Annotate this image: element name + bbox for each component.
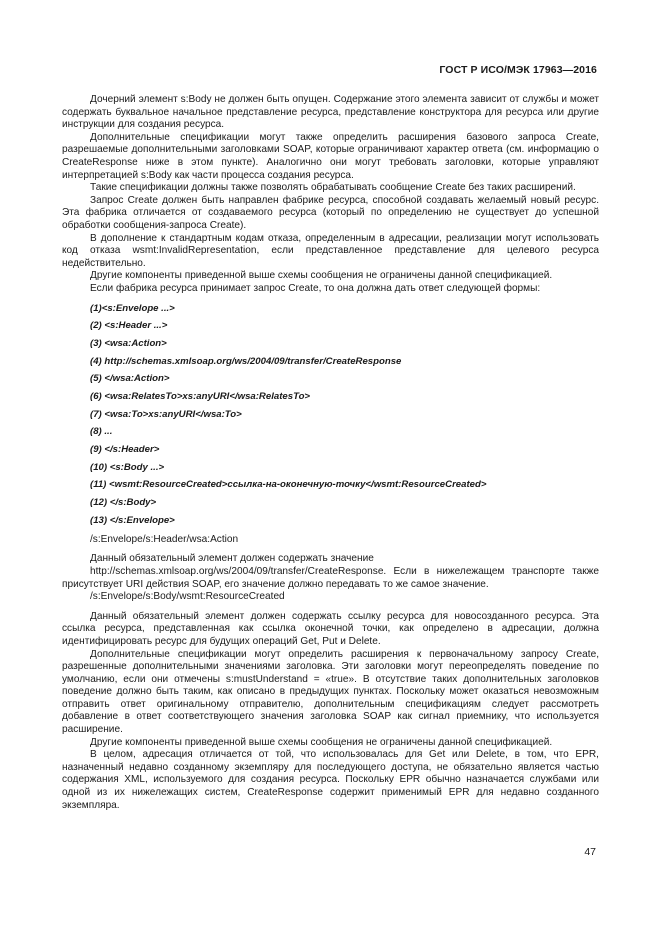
code-line: (5) </wsa:Action>: [90, 373, 170, 385]
paragraph: Данный обязательный элемент должен содержать значение: [90, 553, 374, 565]
paragraph: Другие компоненты приведенной выше схемы сообщения не ограничены данной спецификацией.: [90, 736, 553, 748]
paragraph: Данный обязательный элемент должен содержать ссылку ресурса для новосозданного ресурса. Эта ссылка ресурса, представленная как ссылка оконечной точки, как определено в адресации, должна идентифицировать ресурс для будущих операций Get, Put и Delete.: [62, 610, 599, 647]
document-body: [62, 94, 599, 812]
paragraph: http://schemas.xmlsoap.org/ws/2004/09/transfer/CreateResponse. Если в нижележащем транспорте также присутствует URI действия SOAP, его значение должно передавать то же самое значение.: [62, 565, 599, 590]
paragraph: Дополнительные спецификации могут также определить расширения базового запроса Create, разрешаемые дополнительными заголовками SOAP, которые ограничивают характер ответа (см. информацию о CreateResponse ниже в этом пункте). Аналогично они могут требовать заголовки, которые управляют интерпретацией s:Body как части процесса создания ресурса.: [62, 131, 599, 181]
paragraph: Дополнительные спецификации могут определить расширения к первоначальному запросу Create, разрешенные дополнительными значениями заголовка. Эти заголовки могут переопределять поведение по умолчанию, если они отмечены s:mustUnderstand = «true». В отсутствие таких дополнительных заголовков поведение должно быть таким, как описано в предыдущих пунктах. Поскольку может оказаться невозможным отправить ответ оригинальному отправителю, дополнительным спецификациям следует рассмотреть добавление в ответ соответствующего значения заголовка SOAP как сигнал приемнику, что используется расширение.: [62, 648, 599, 736]
paragraph: Если фабрика ресурса принимает запрос Create, то она должна дать ответ следующей формы:: [90, 282, 541, 294]
paragraph: Другие компоненты приведенной выше схемы сообщения не ограничены данной спецификацией.: [90, 270, 553, 282]
code-line: (8) ...: [90, 426, 113, 438]
code-line: (10) <s:Body ...>: [90, 461, 165, 473]
xpath-resource-created: /s:Envelope/s:Body/wsmt:ResourceCreated: [90, 591, 285, 603]
xpath-action: /s:Envelope/s:Header/wsa:Action: [90, 533, 239, 545]
paragraph: В дополнение к стандартным кодам отказа, определенным в адресации, реализации могут использовать код отказа wsmt:InvalidRepresentation, если представленное представление для целевого ресурса недействительно.: [62, 232, 599, 269]
code-line: (6) <wsa:RelatesTo>xs:anyURI</wsa:RelatesTo>: [90, 390, 311, 402]
code-line: (7) <wsa:To>xs:anyURI</wsa:To>: [90, 408, 242, 420]
standard-header: ГОСТ Р ИСО/МЭК 17963—2016: [439, 64, 597, 76]
paragraph: В целом, адресация отличается от той, что использовалась для Get или Delete, в том, что EPR, назначенный недавно созданному экземпляру для последующего доступа, не обязательно является частью содержания XML, используемого для создания ресурса. Поскольку EPR обычно назначается службами или одной из их нижележащих систем, CreateResponse содержит применимый EPR для недавно созданного экземпляра.: [62, 749, 599, 811]
xml-code-listing: [62, 303, 599, 526]
code-line: (2) <s:Header ...>: [90, 320, 168, 332]
code-line: (3) <wsa:Action>: [90, 337, 167, 349]
page-number: 47: [584, 846, 596, 858]
code-line: (12) </s:Body>: [90, 497, 157, 509]
code-line: (9) </s:Header>: [90, 444, 160, 455]
code-line: (11) <wsmt:ResourceCreated>ссылка-на-оконечную-точку</wsmt:ResourceCreated>: [90, 479, 487, 491]
paragraph: Запрос Create должен быть направлен фабрике ресурса, способной создавать желаемый новый ресурс. Эта фабрика отличается от создаваемого ресурса (который по определению не существует до успешной обработки сообщения-запроса Create).: [62, 194, 599, 231]
paragraph: Дочерний элемент s:Body не должен быть опущен. Содержание этого элемента зависит от службы и может содержать буквальное начальное представление ресурса, представление конструктора для ресурса или другие инструкции для создания ресурса.: [62, 94, 599, 131]
code-line: (4) http://schemas.xmlsoap.org/ws/2004/09/transfer/CreateResponse: [90, 355, 402, 367]
code-line: (1)<s:Envelope ...>: [90, 302, 175, 314]
paragraph: Такие спецификации должны также позволять обрабатывать сообщение Create без таких расширений.: [90, 182, 576, 194]
code-line: (13) </s:Envelope>: [90, 514, 175, 526]
